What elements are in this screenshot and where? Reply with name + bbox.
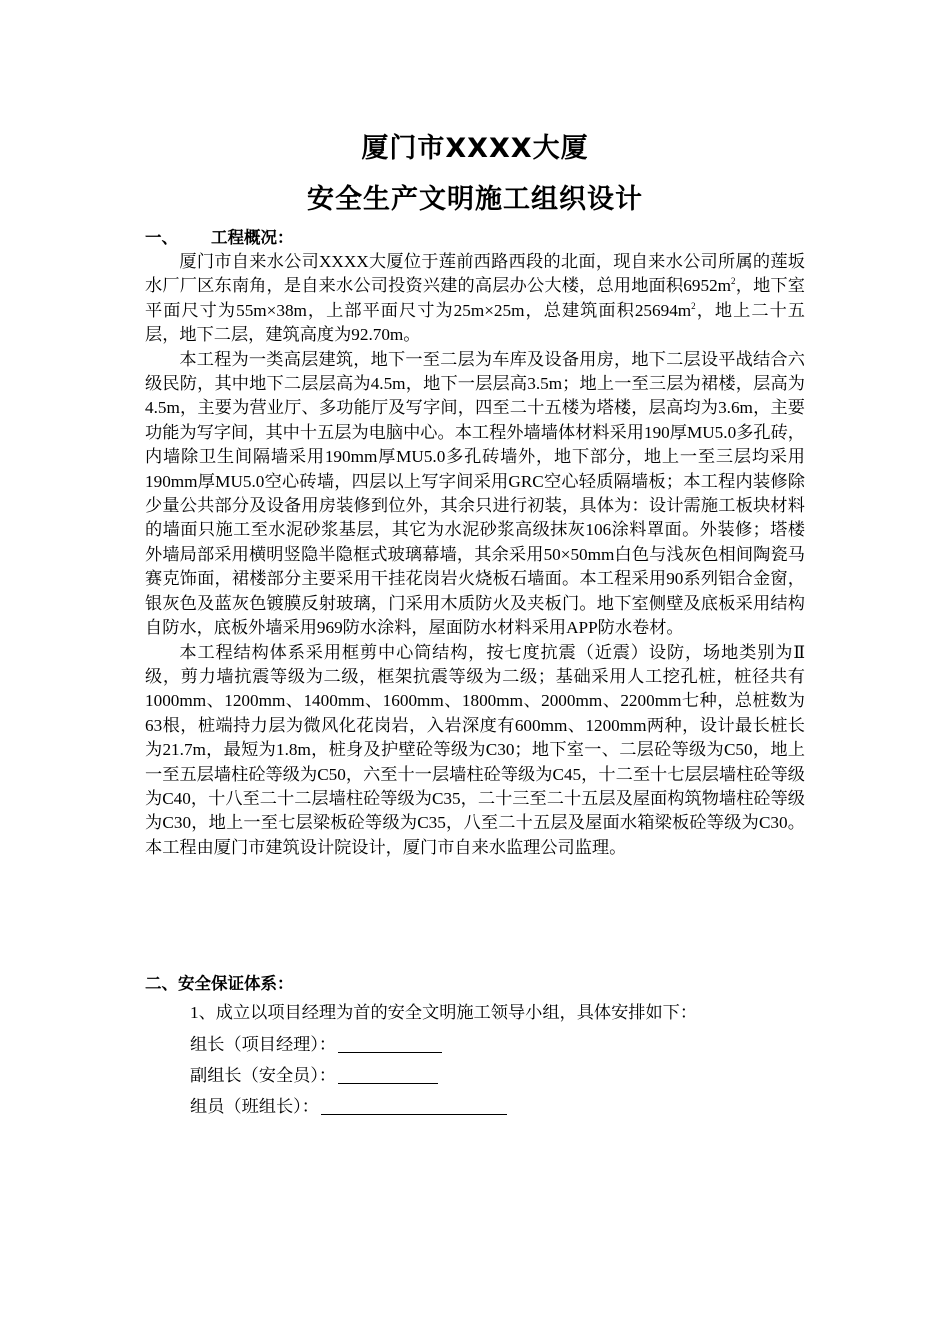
section-heading-safety: 二、安全保证体系：	[145, 974, 294, 993]
role-label: 组员（班组长）：	[190, 1097, 319, 1116]
blank-line	[338, 1065, 438, 1084]
section-number: 一、	[145, 228, 178, 247]
role-label: 组长（项目经理）：	[190, 1035, 337, 1054]
paragraph-location	[145, 250, 805, 348]
paragraph-text: ，地下室平面尺寸为55m×38m，上部平面尺寸为25m×25m，总建筑面积25694m	[145, 276, 805, 320]
blank-line	[321, 1096, 507, 1115]
role-leader	[190, 1034, 442, 1056]
paragraph-text: 厦门市自来水公司XXXX大厦位于莲前西路西段的北面，现自来水公司所属的莲坂水厂厂区东南角，是自来水公司投资兴建的高层办公大楼，总用地面积6952m	[145, 252, 805, 296]
superscript: 2	[691, 300, 696, 311]
document-subtitle: 安全生产文明施工组织设计	[307, 184, 643, 215]
section-heading-overview	[145, 227, 294, 249]
blank-line	[338, 1034, 442, 1053]
superscript: 2	[731, 276, 736, 287]
role-deputy	[190, 1065, 438, 1087]
role-member	[190, 1096, 507, 1118]
section-title: 工程概况：	[211, 228, 294, 247]
document-title: 厦门市XXXX大厦	[361, 133, 589, 164]
role-label: 副组长（安全员）：	[190, 1066, 337, 1085]
paragraph-building: 本工程为一类高层建筑，地下一至二层为车库及设备用房，地下二层设平战结合六级民防，其中地下二层层高为4.5m，地下一层层高3.5m；地上一至三层为裙楼，层高为4.5m，主要为营业厅、多功能厅及写字间，四至二十五楼为塔楼，层高均为3.6m，主要功能为写字间，其中十五层为电脑中心。本工程外墙墙体材料采用190厚MU5.0多孔砖，内墙除卫生间隔墙采用190mm厚MU5.0多孔砖墙外，地下部分，地上一至三层均采用190mm厚MU5.0空心砖墙，四层以上写字间采用GRC空心轻质隔墙板；本工程内装修除少量公共部分及设备用房装修到位外，其余只进行初装，具体为：设计需施工板块材料的墙面只施工至水泥砂浆基层，其它为水泥砂浆高级抹灰106涂料罩面。外装修；塔楼外墙局部采用横明竖隐半隐框式玻璃幕墙，其余采用50×50mm白色与浅灰色相间陶瓷马赛克饰面，裙楼部分主要采用干挂花岗岩火烧板石墙面。本工程采用90系列铝合金窗，银灰色及蓝灰色镀膜反射玻璃，门采用木质防火及夹板门。地下室侧壁及底板采用结构自防水，底板外墙采用969防水涂料，屋面防水材料采用APP防水卷材。	[145, 349, 805, 638]
paragraph-text: ，地上二十五层，地下二层，建筑高度为92.70m。	[145, 300, 805, 345]
paragraph-structure: 本工程结构体系采用框剪中心筒结构，按七度抗震（近震）设防，场地类别为Ⅱ级，剪力墙抗震等级为二级，框架抗震等级为二级；基础采用人工挖孔桩，桩径共有1000mm、1200mm、1400mm、1600mm、1800mm、2000mm、2200mm七种，总桩数为63根，桩端持力层为微风化花岗岩，入岩深度有600mm、1200mm两种，设计最长桩长为21.7m，最短为1.8m，桩身及护壁砼等级为C30；地下室一、二层砼等级为C50，地上一至五层墙柱砼等级为C50，六至十一层墙柱砼等级为C45，十二至十七层层墙柱砼等级为C40，十八至二十二层墙柱砼等级为C35，二十三至二十五层及屋面构筑物墙柱砼等级为C30，地上一至七层梁板砼等级为C35，八至二十五层及屋面水箱梁板砼等级为C30。本工程由厦门市建筑设计院设计，厦门市自来水监理公司监理。	[145, 642, 805, 857]
overview-body	[145, 250, 805, 860]
list-item: 1、成立以项目经理为首的安全文明施工领导小组，具体安排如下：	[190, 1003, 698, 1022]
